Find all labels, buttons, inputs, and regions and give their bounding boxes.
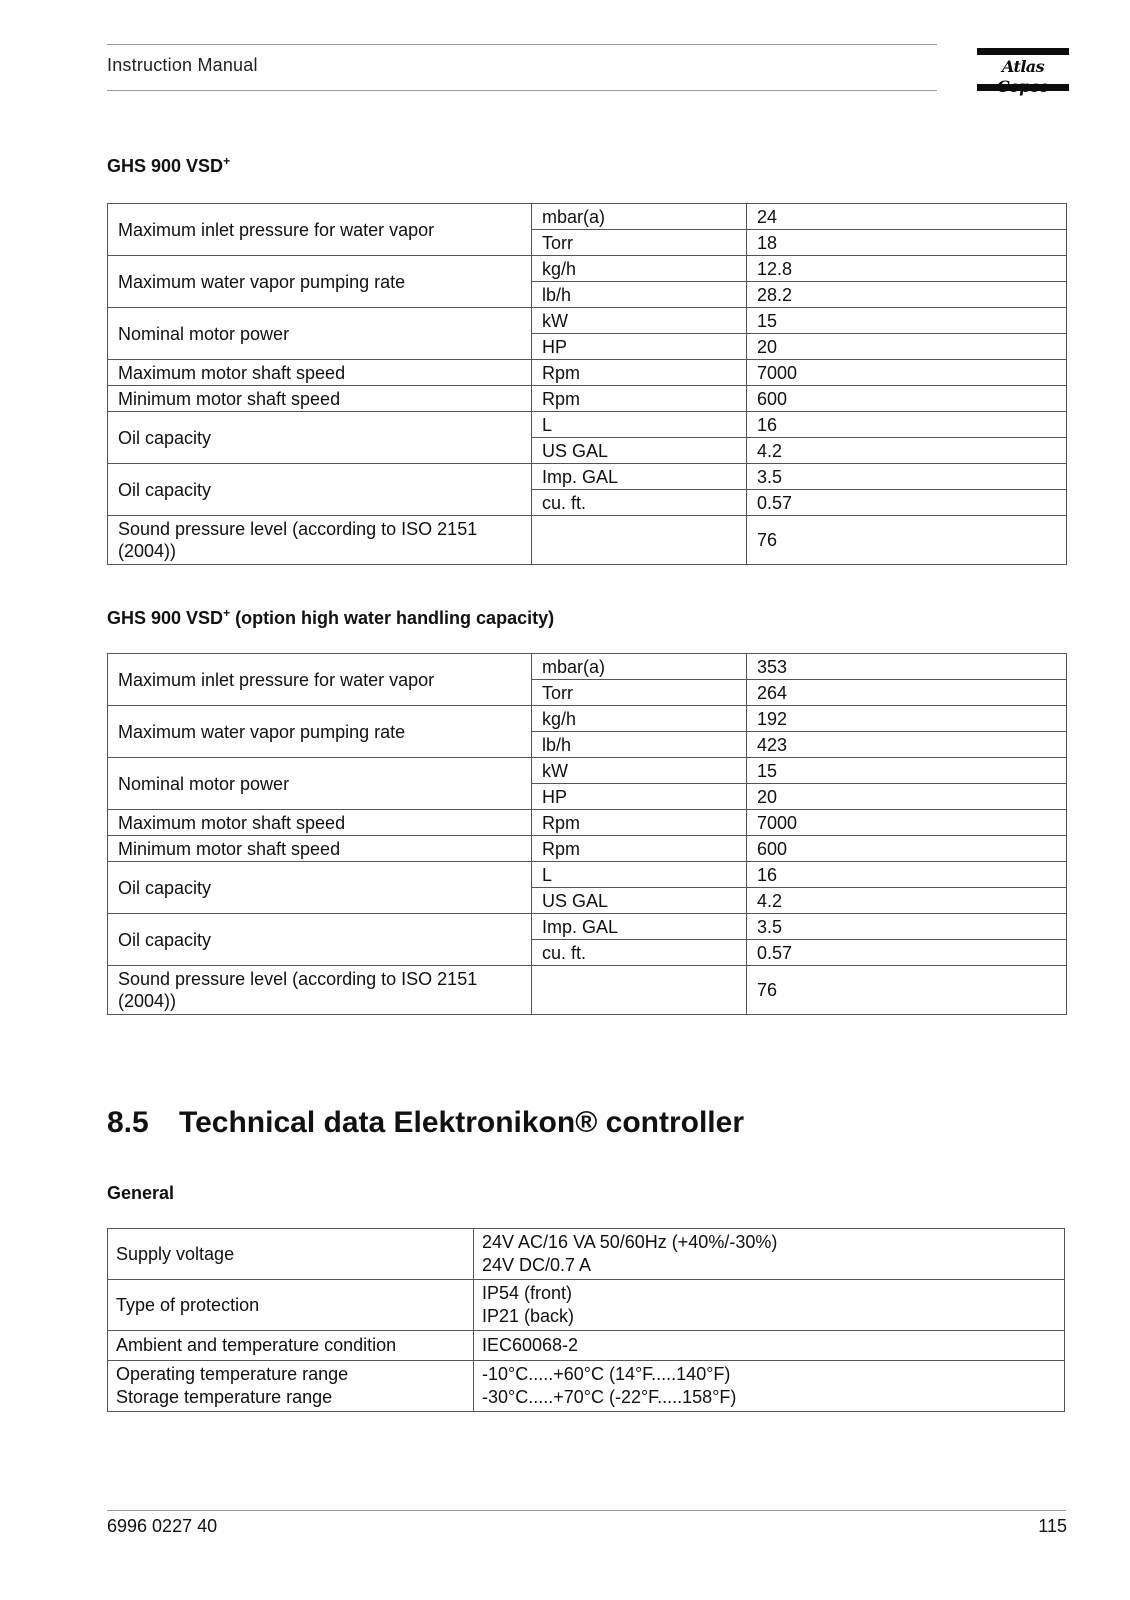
table-row bbox=[108, 516, 1067, 565]
general-value-line: IP54 (front) bbox=[482, 1283, 573, 1303]
general-value-line: -10°C.....+60°C (14°F.....140°F) bbox=[482, 1364, 731, 1384]
section2-heading bbox=[107, 606, 554, 629]
row-label: Maximum water vapor pumping rate bbox=[108, 256, 532, 308]
value-cell: 28.2 bbox=[747, 282, 1067, 308]
section-8-5-title bbox=[107, 1106, 744, 1140]
document-number: 6996 0227 40 bbox=[107, 1516, 218, 1536]
table-row bbox=[108, 412, 1067, 438]
value-cell: 0.57 bbox=[747, 490, 1067, 516]
general-value-cell bbox=[474, 1361, 1065, 1412]
table-row bbox=[108, 1361, 1065, 1412]
row-label: Maximum inlet pressure for water vapor bbox=[108, 204, 532, 256]
logo-bottom-bar bbox=[977, 84, 1069, 91]
table-row bbox=[108, 1331, 1065, 1361]
row-label: Oil capacity bbox=[108, 914, 532, 966]
unit-cell: Torr bbox=[532, 230, 747, 256]
general-label-line: Operating temperature range bbox=[116, 1364, 349, 1384]
row-label: Minimum motor shaft speed bbox=[108, 836, 532, 862]
value-cell: 4.2 bbox=[747, 438, 1067, 464]
table-row bbox=[108, 966, 1067, 1015]
table-row bbox=[108, 1229, 1065, 1280]
value-cell: 423 bbox=[747, 732, 1067, 758]
row-label: Sound pressure level (according to ISO 2151 (2004)) bbox=[108, 516, 532, 565]
general-label-cell bbox=[108, 1229, 474, 1280]
row-label: Maximum inlet pressure for water vapor bbox=[108, 654, 532, 706]
unit-cell: lb/h bbox=[532, 732, 747, 758]
unit-cell: Rpm bbox=[532, 386, 747, 412]
value-cell: 3.5 bbox=[747, 914, 1067, 940]
unit-cell: HP bbox=[532, 334, 747, 360]
ghs900-spec-table bbox=[107, 203, 1067, 565]
logo-wordmark: Atlas bbox=[1002, 57, 1044, 76]
row-label: Oil capacity bbox=[108, 464, 532, 516]
table-row bbox=[108, 862, 1067, 888]
section1-heading bbox=[107, 154, 230, 177]
table-row bbox=[108, 1280, 1065, 1331]
ghs900-spec-body bbox=[108, 204, 1067, 565]
row-label: Nominal motor power bbox=[108, 308, 532, 360]
row-label: Oil capacity bbox=[108, 862, 532, 914]
value-cell: 24 bbox=[747, 204, 1067, 230]
general-label-line: Supply voltage bbox=[116, 1243, 235, 1264]
ghs900-high-water-spec-body bbox=[108, 654, 1067, 1015]
value-cell: 16 bbox=[747, 412, 1067, 438]
general-value-cell bbox=[474, 1229, 1065, 1280]
general-value-cell bbox=[474, 1331, 1065, 1361]
general-value-line: 24V DC/0.7 A bbox=[482, 1255, 592, 1275]
section-number: 8.5 bbox=[107, 1106, 149, 1139]
unit-cell: Rpm bbox=[532, 836, 747, 862]
general-value-line: 24V AC/16 VA 50/60Hz (+40%/-30%) bbox=[482, 1232, 778, 1252]
unit-cell: Torr bbox=[532, 680, 747, 706]
table-row bbox=[108, 706, 1067, 732]
table-row bbox=[108, 386, 1067, 412]
value-cell: 7000 bbox=[747, 360, 1067, 386]
section2-heading-suffix: (option high water handling capacity) bbox=[230, 608, 555, 628]
value-cell: 7000 bbox=[747, 810, 1067, 836]
general-label-line: Type of protection bbox=[116, 1294, 260, 1315]
general-label-line: Ambient and temperature condition bbox=[116, 1335, 397, 1355]
unit-cell: kW bbox=[532, 758, 747, 784]
section2-heading-sup: + bbox=[223, 606, 231, 620]
value-cell: 76 bbox=[747, 516, 1067, 565]
section2-heading-text: GHS 900 VSD bbox=[107, 608, 224, 628]
controller-general-table bbox=[107, 1228, 1065, 1412]
row-label: Maximum motor shaft speed bbox=[108, 360, 532, 386]
unit-cell bbox=[532, 966, 747, 1015]
row-label: Maximum motor shaft speed bbox=[108, 810, 532, 836]
table-row bbox=[108, 758, 1067, 784]
general-heading: General bbox=[107, 1183, 175, 1203]
table-row bbox=[108, 360, 1067, 386]
table-row bbox=[108, 810, 1067, 836]
table-row bbox=[108, 914, 1067, 940]
value-cell: 16 bbox=[747, 862, 1067, 888]
value-cell: 0.57 bbox=[747, 940, 1067, 966]
value-cell: 192 bbox=[747, 706, 1067, 732]
value-cell: 20 bbox=[747, 784, 1067, 810]
unit-cell: cu. ft. bbox=[532, 940, 747, 966]
value-cell: 15 bbox=[747, 308, 1067, 334]
row-label: Minimum motor shaft speed bbox=[108, 386, 532, 412]
table-row bbox=[108, 836, 1067, 862]
ghs900-high-water-spec-table bbox=[107, 653, 1067, 1015]
row-label: Maximum water vapor pumping rate bbox=[108, 706, 532, 758]
unit-cell: Imp. GAL bbox=[532, 914, 747, 940]
unit-cell: cu. ft. bbox=[532, 490, 747, 516]
general-label-line: Storage temperature range bbox=[116, 1387, 333, 1407]
unit-cell: US GAL bbox=[532, 888, 747, 914]
header-bottom-rule bbox=[107, 90, 937, 91]
unit-cell: L bbox=[532, 862, 747, 888]
value-cell: 15 bbox=[747, 758, 1067, 784]
general-label-cell bbox=[108, 1280, 474, 1331]
value-cell: 4.2 bbox=[747, 888, 1067, 914]
table-row bbox=[108, 654, 1067, 680]
unit-cell: kg/h bbox=[532, 706, 747, 732]
footer-rule bbox=[107, 1510, 1066, 1511]
table-row bbox=[108, 308, 1067, 334]
logo-top-bar bbox=[977, 48, 1069, 55]
unit-cell bbox=[532, 516, 747, 565]
controller-general-body bbox=[108, 1229, 1065, 1412]
value-cell: 264 bbox=[747, 680, 1067, 706]
unit-cell: US GAL bbox=[532, 438, 747, 464]
value-cell: 20 bbox=[747, 334, 1067, 360]
value-cell: 18 bbox=[747, 230, 1067, 256]
value-cell: 600 bbox=[747, 836, 1067, 862]
section1-heading-text: GHS 900 VSD bbox=[107, 156, 224, 176]
unit-cell: kW bbox=[532, 308, 747, 334]
unit-cell: Imp. GAL bbox=[532, 464, 747, 490]
row-label: Sound pressure level (according to ISO 2151 (2004)) bbox=[108, 966, 532, 1015]
section-title-text: Technical data Elektronikon® controller bbox=[179, 1106, 745, 1139]
unit-cell: HP bbox=[532, 784, 747, 810]
unit-cell: Rpm bbox=[532, 810, 747, 836]
unit-cell: mbar(a) bbox=[532, 204, 747, 230]
unit-cell: L bbox=[532, 412, 747, 438]
value-cell: 600 bbox=[747, 386, 1067, 412]
header-top-rule bbox=[107, 44, 937, 45]
section1-heading-sup: + bbox=[223, 154, 231, 168]
table-row bbox=[108, 204, 1067, 230]
general-label-cell bbox=[108, 1361, 474, 1412]
header-title: Instruction Manual bbox=[107, 55, 258, 75]
value-cell: 12.8 bbox=[747, 256, 1067, 282]
general-value-cell bbox=[474, 1280, 1065, 1331]
value-cell: 353 bbox=[747, 654, 1067, 680]
general-value-line: IP21 (back) bbox=[482, 1306, 575, 1326]
unit-cell: mbar(a) bbox=[532, 654, 747, 680]
table-row bbox=[108, 256, 1067, 282]
atlas-copco-logo bbox=[977, 48, 1069, 94]
general-value-line: -30°C.....+70°C (-22°F.....158°F) bbox=[482, 1387, 737, 1407]
unit-cell: kg/h bbox=[532, 256, 747, 282]
value-cell: 3.5 bbox=[747, 464, 1067, 490]
page-number: 115 bbox=[1038, 1516, 1067, 1536]
unit-cell: Rpm bbox=[532, 360, 747, 386]
row-label: Oil capacity bbox=[108, 412, 532, 464]
table-row bbox=[108, 464, 1067, 490]
row-label: Nominal motor power bbox=[108, 758, 532, 810]
value-cell: 76 bbox=[747, 966, 1067, 1015]
general-value-line: IEC60068-2 bbox=[482, 1335, 579, 1355]
unit-cell: lb/h bbox=[532, 282, 747, 308]
general-label-cell bbox=[108, 1331, 474, 1361]
